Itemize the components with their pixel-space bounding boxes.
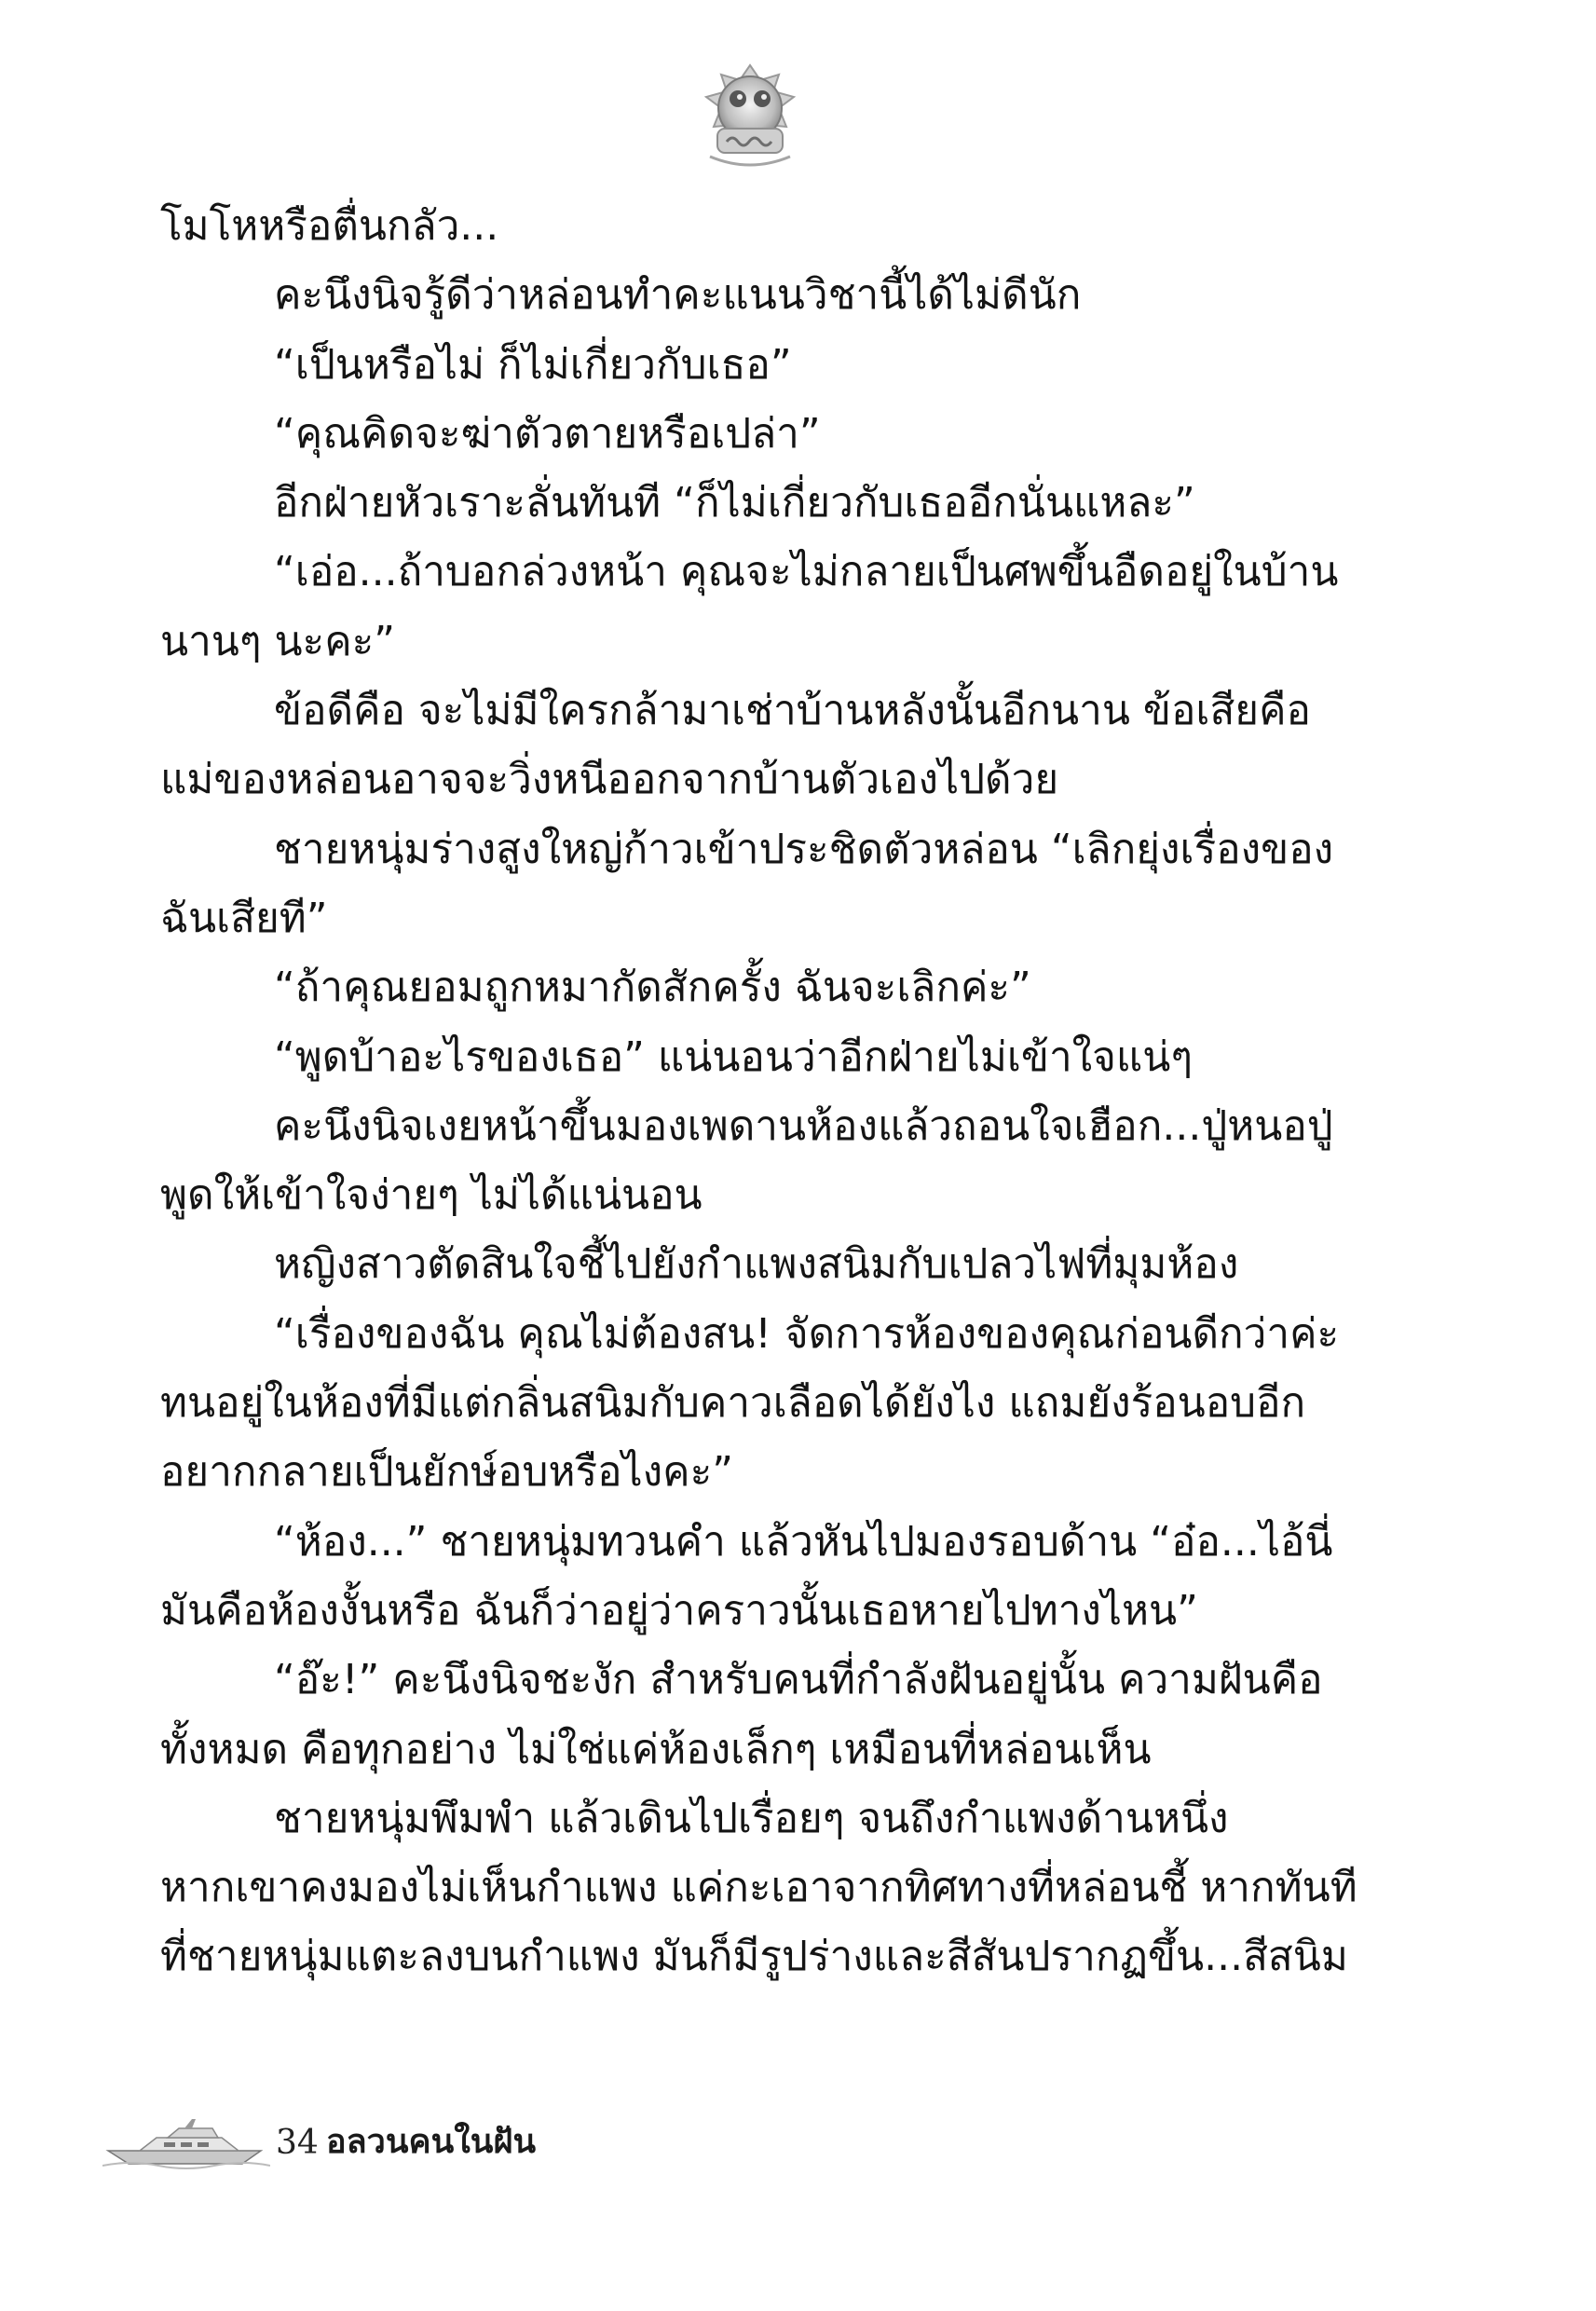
text-line: ชายหนุ่มพึมพำ แล้วเดินไปเรื่อยๆ จนถึงกำแพงด้านหนึ่ง (274, 1794, 1229, 1842)
publisher-emblem-icon (689, 60, 811, 171)
text-line: “เป็นหรือไม่ ก็ไม่เกี่ยวกับเธอ” (274, 340, 792, 389)
text-line: อีกฝ่ายหัวเราะลั่นทันที “ก็ไม่เกี่ยวกับเธออีกนั่นแหละ” (274, 479, 1195, 527)
text-line: “ถ้าคุณยอมถูกหมากัดสักครั้ง ฉันจะเลิกค่ะ” (274, 964, 1031, 1012)
text-line: ทั้งหมด คือทุกอย่าง ไม่ใช่แค่ห้องเล็กๆ เหมือนที่หล่อนเห็น (160, 1725, 1152, 1773)
page-number: 34 (276, 2124, 319, 2162)
text-line: พูดให้เข้าใจง่ายๆ ไม่ได้แน่นอน (160, 1171, 703, 1220)
text-line: คะนึงนิจรู้ดีว่าหล่อนทำคะแนนวิชานี้ได้ไม่ดีนัก (274, 271, 1082, 320)
text-line: “เอ่อ...ถ้าบอกล่วงหน้า คุณจะไม่กลายเป็นศพขึ้นอืดอยู่ในบ้าน (274, 548, 1339, 596)
text-line: มันคือห้องงั้นหรือ ฉันก็ว่าอยู่ว่าคราวนั้นเธอหายไปทางไหน” (160, 1586, 1198, 1634)
text-line: “อ๊ะ!” คะนึงนิจชะงัก สำหรับคนที่กำลังฝันอยู่นั้น ความฝันคือ (274, 1656, 1323, 1704)
text-line: ที่ชายหนุ่มแตะลงบนกำแพง มันก็มีรูปร่างและสีสันปรากฏขึ้น...สีสนิม (160, 1933, 1348, 1981)
text-line: แม่ของหล่อนอาจจะวิ่งหนีออกจากบ้านตัวเองไปด้วย (160, 756, 1059, 804)
text-line: โมโหหรือตื่นกลัว... (160, 202, 499, 250)
text-line: “เรื่องของฉัน คุณไม่ต้องสน! จัดการห้องของคุณก่อนดีกว่าค่ะ (274, 1309, 1340, 1358)
text-line: ทนอยู่ในห้องที่มีแต่กลิ่นสนิมกับคาวเลือดได้ยังไง แถมยังร้อนอบอีก (160, 1379, 1306, 1428)
text-line: อยากกลายเป็นยักษ์อบหรือไงคะ” (160, 1448, 734, 1497)
story-text (160, 192, 1357, 1992)
text-line: ชายหนุ่มร่างสูงใหญ่ก้าวเข้าประชิดตัวหล่อน “เลิกยุ่งเรื่องของ (274, 825, 1334, 873)
text-line: “ห้อง...” ชายหนุ่มทวนคำ แล้วหันไปมองรอบด้าน “อ๋อ...ไอ้นี่ (274, 1517, 1333, 1566)
page-footer (102, 2113, 755, 2169)
text-line: คะนึงนิจเงยหน้าขึ้นมองเพดานห้องแล้วถอนใจเฮือก...ปู่หนอปู่ (274, 1101, 1333, 1150)
text-line: หากเขาคงมองไม่เห็นกำแพง แค่กะเอาจากทิศทางที่หล่อนชี้ หากทันที (160, 1864, 1357, 1912)
text-line: ข้อดีคือ จะไม่มีใครกล้ามาเช่าบ้านหลังนั้นอีกนาน ข้อเสียคือ (274, 687, 1311, 735)
book-title: อลวนคนในฝัน (326, 2123, 537, 2161)
text-line: หญิงสาวตัดสินใจชี้ไปยังกำแพงสนิมกับเปลวไฟที่มุมห้อง (274, 1240, 1239, 1289)
yacht-icon (102, 2113, 270, 2169)
text-line: ฉันเสียที” (160, 894, 328, 942)
text-line: “พูดบ้าอะไรของเธอ” แน่นอนว่าอีกฝ่ายไม่เข้าใจแน่ๆ (274, 1032, 1193, 1081)
text-line: นานๆ นะคะ” (160, 617, 396, 665)
text-line: “คุณคิดจะฆ่าตัวตายหรือเปล่า” (274, 409, 821, 458)
